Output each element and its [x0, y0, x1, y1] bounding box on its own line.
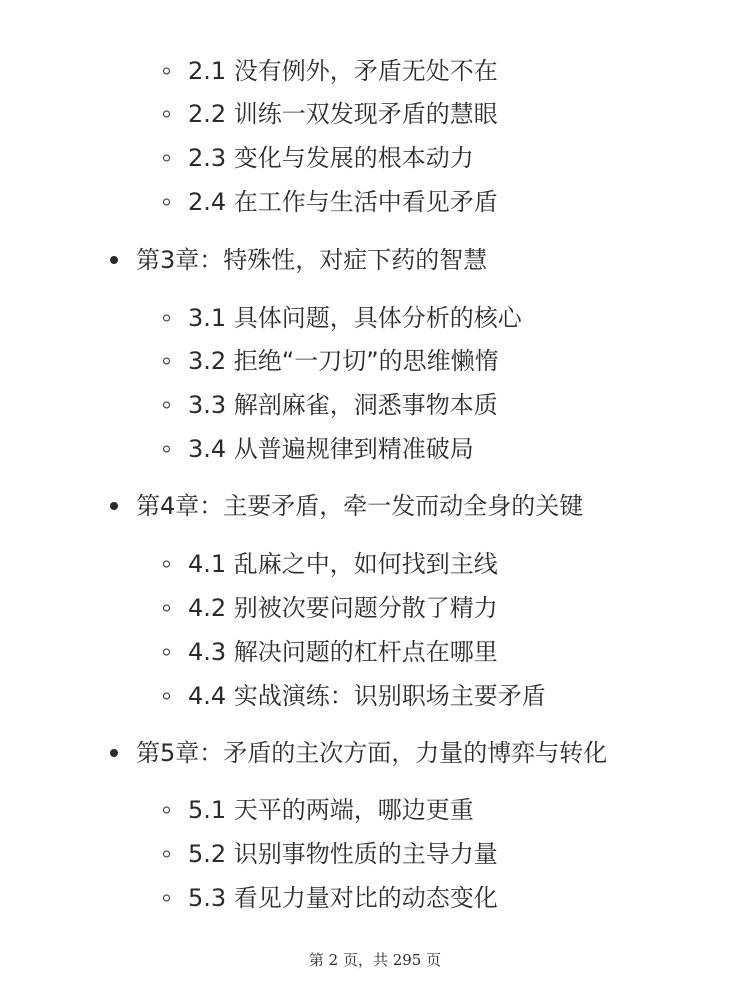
toc-section-text: 4.2 别被次要问题分散了精力 [188, 594, 498, 622]
hollow-bullet-icon [163, 895, 170, 902]
toc-section-text: 3.1 具体问题，具体分析的核心 [188, 304, 522, 332]
toc-section-item [163, 433, 474, 465]
hollow-bullet-icon [163, 851, 170, 858]
toc-section-item [163, 55, 498, 87]
hollow-bullet-icon [163, 111, 170, 118]
filled-bullet-icon [110, 749, 118, 757]
toc-section-item [163, 389, 498, 421]
toc-chapter-text: 第5章：矛盾的主次方面，力量的博弈与转化 [136, 739, 608, 767]
toc-section-text: 4.4 实战演练：识别职场主要矛盾 [188, 682, 546, 710]
toc-section-text: 3.3 解剖麻雀，洞悉事物本质 [188, 391, 498, 419]
toc-section-item [163, 794, 474, 826]
toc-section-item [163, 302, 522, 334]
hollow-bullet-icon [163, 605, 170, 612]
toc-section-text: 2.1 没有例外，矛盾无处不在 [188, 57, 498, 85]
toc-section-item [163, 142, 474, 174]
toc-section-text: 4.1 乱麻之中，如何找到主线 [188, 550, 498, 578]
toc-section-text: 2.2 训练一双发现矛盾的慧眼 [188, 100, 498, 128]
toc-section-item [163, 838, 498, 870]
hollow-bullet-icon [163, 315, 170, 322]
hollow-bullet-icon [163, 199, 170, 206]
toc-section-text: 4.3 解决问题的杠杆点在哪里 [188, 638, 498, 666]
hollow-bullet-icon [163, 561, 170, 568]
toc-section-text: 2.4 在工作与生活中看见矛盾 [188, 188, 498, 216]
toc-chapter-item [110, 490, 583, 522]
filled-bullet-icon [110, 256, 118, 264]
hollow-bullet-icon [163, 446, 170, 453]
hollow-bullet-icon [163, 807, 170, 814]
toc-section-text: 3.4 从普遍规律到精准破局 [188, 435, 474, 463]
toc-section-item [163, 186, 498, 218]
toc-section-item [163, 882, 498, 914]
hollow-bullet-icon [163, 649, 170, 656]
toc-section-item [163, 345, 499, 377]
toc-chapter-item [110, 737, 607, 769]
hollow-bullet-icon [163, 155, 170, 162]
toc-section-text: 5.2 识别事物性质的主导力量 [188, 840, 498, 868]
toc-section-item [163, 636, 498, 668]
page-number-footer: 第 2 页，共 295 页 [308, 951, 442, 969]
toc-section-item [163, 592, 498, 624]
toc-section-text: 3.2 拒绝“一刀切”的思维懒惰 [188, 347, 499, 375]
toc-section-text: 5.1 天平的两端，哪边更重 [188, 796, 474, 824]
toc-chapter-text: 第4章：主要矛盾，牵一发而动全身的关键 [136, 492, 584, 520]
filled-bullet-icon [110, 502, 118, 510]
toc-chapter-item [110, 244, 487, 276]
toc-section-text: 2.3 变化与发展的根本动力 [188, 144, 474, 172]
hollow-bullet-icon [163, 402, 170, 409]
toc-section-item [163, 98, 498, 130]
hollow-bullet-icon [163, 68, 170, 75]
toc-chapter-text: 第3章：特殊性，对症下药的智慧 [136, 246, 488, 274]
hollow-bullet-icon [163, 693, 170, 700]
hollow-bullet-icon [163, 358, 170, 365]
toc-section-item [163, 548, 498, 580]
toc-section-item [163, 680, 546, 712]
toc-section-text: 5.3 看见力量对比的动态变化 [188, 884, 498, 912]
